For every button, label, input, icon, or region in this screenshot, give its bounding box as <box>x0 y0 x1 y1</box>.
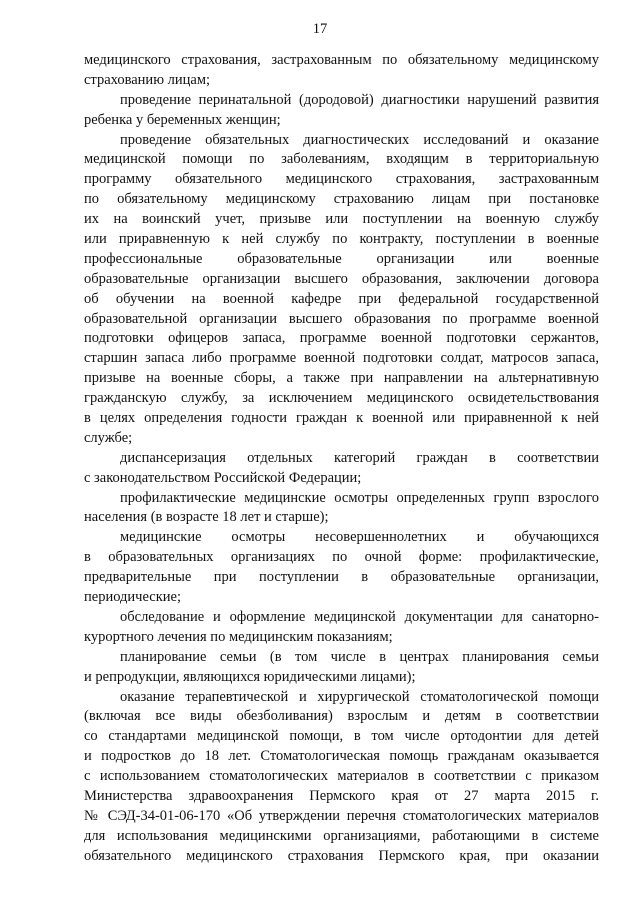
paragraph <box>84 51 599 91</box>
text-line: профилактические медицинские осмотры определенных групп взрослого <box>120 489 599 506</box>
text-line: страхованию лицам; <box>84 71 211 88</box>
text-line: и репродукции, являющихся юридическими лицами); <box>84 668 416 685</box>
text-line: старшин запаса либо программе военной подготовки солдат, матросов запаса, <box>84 350 599 367</box>
paragraph <box>84 688 599 867</box>
text-line: образовательной организации высшего образования по программе военной <box>84 310 599 327</box>
document-body <box>84 51 599 867</box>
text-line: для использования медицинскими организациями, работающими в системе <box>84 827 599 844</box>
paragraph <box>84 489 599 529</box>
text-line: с использованием стоматологических материалов в соответствии с приказом <box>84 768 599 785</box>
text-line: их на воинский учет, призыве или поступлении на военную службу <box>84 211 599 228</box>
text-line: подготовки офицеров запаса, программе военной подготовки сержантов, <box>84 330 599 347</box>
text-line: ребенка у беременных женщин; <box>84 111 281 128</box>
text-line: или приравненную к ней службу по контракту, поступлении в военные <box>84 231 599 248</box>
text-line: в целях определения годности граждан к военной или приравненной к ней <box>84 410 599 427</box>
text-line: медицинского страхования, застрахованным по обязательному медицинскому <box>84 52 599 68</box>
text-line: профессиональные образовательные организации или военные <box>84 250 599 267</box>
text-line: медицинской помощи по заболеваниям, входящим в территориальную <box>84 151 599 168</box>
paragraph <box>84 91 599 131</box>
text-line: проведение обязательных диагностических исследований и оказание <box>120 131 599 148</box>
text-line: обязательного медицинского страхования Пермского края, при оказании <box>84 847 599 864</box>
text-line: (включая все виды обезболивания) взрослым и детям в соответствии <box>84 708 599 725</box>
paragraph <box>84 131 599 449</box>
text-line: программу обязательного медицинского страхования, застрахованным <box>84 171 599 188</box>
text-line: периодические; <box>84 589 181 606</box>
text-line: службе; <box>84 429 133 446</box>
paragraph <box>84 608 599 648</box>
text-line: обследование и оформление медицинской документации для санаторно- <box>120 608 599 625</box>
paragraph <box>84 449 599 489</box>
text-line: населения (в возрасте 18 лет и старше); <box>84 509 329 526</box>
text-line: оказание терапевтической и хирургической стоматологической помощи <box>120 688 599 705</box>
text-line: и подростков до 18 лет. Стоматологическая помощь гражданам оказывается <box>84 748 599 765</box>
text-line: об обучении на военной кафедре при федеральной государственной <box>84 290 599 307</box>
text-line: призыве на военные сборы, а также при направлении на альтернативную <box>84 370 599 387</box>
text-line: образовательные организации высшего образования, заключении договора <box>84 270 599 287</box>
text-line: по обязательному медицинскому страхованию лицам при постановке <box>84 191 599 208</box>
text-line: планирование семьи (в том числе в центрах планирования семьи <box>120 648 599 665</box>
text-line: гражданскую службу, за исключением медицинского освидетельствования <box>84 390 599 407</box>
text-line: Министерства здравоохранения Пермского края от 27 марта 2015 г. <box>84 787 599 804</box>
text-line: проведение перинатальной (дородовой) диагностики нарушений развития <box>120 91 599 108</box>
text-line: предварительные при поступлении в образовательные организации, <box>84 569 599 586</box>
text-line: № СЭД-34-01-06-170 «Об утверждении перечня стоматологических материалов <box>84 807 599 824</box>
text-line: курортного лечения по медицинским показаниям; <box>84 628 393 645</box>
paragraph <box>84 648 599 688</box>
text-line: в образовательных организациях по очной форме: профилактические, <box>84 549 599 566</box>
text-line: диспансеризация отдельных категорий граждан в соответствии <box>120 449 599 466</box>
page-number: 17 <box>312 21 328 37</box>
text-line: медицинские осмотры несовершеннолетних и обучающихся <box>120 529 599 546</box>
text-line: с законодательством Российской Федерации; <box>84 469 362 486</box>
paragraph <box>84 528 599 608</box>
text-line: со стандартами медицинской помощи, в том числе ортодонтии для детей <box>84 728 599 745</box>
